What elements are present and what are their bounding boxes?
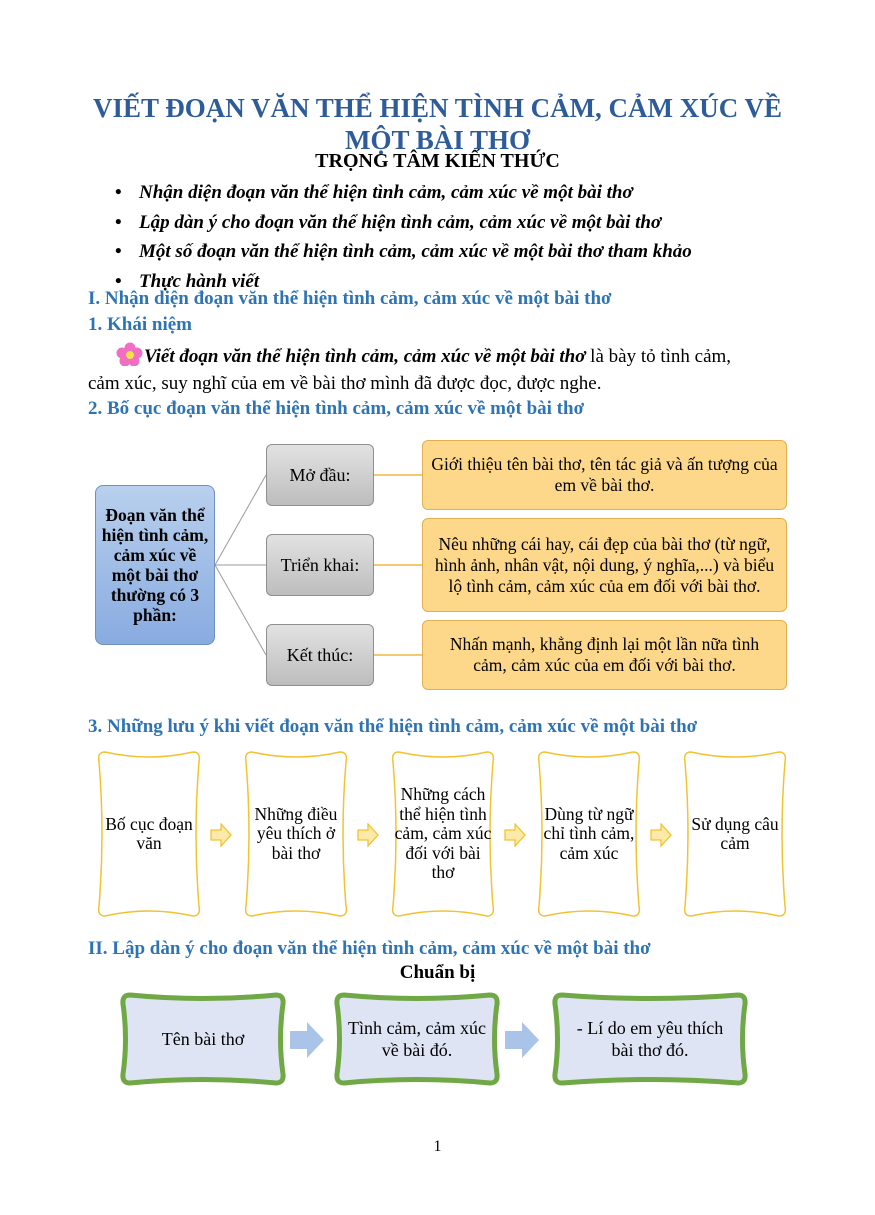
- part-desc-conclusion: Nhấn mạnh, khẳng định lại một lần nữa tình cảm, cảm xúc của em đối với bài thơ.: [422, 620, 787, 690]
- subsection-2-heading: 2. Bố cục đoạn văn thể hiện tình cảm, cảm xúc về một bài thơ: [88, 398, 585, 419]
- note-text: Những cách thể hiện tình cảm, cảm xúc đối với bài thơ: [394, 784, 492, 883]
- note-card: [242, 748, 350, 920]
- arrow-right-icon: [650, 823, 672, 847]
- subsection-3-heading: 3. Những lưu ý khi viết đoạn văn thể hiện tình cảm, cảm xúc về một bài thơ: [88, 716, 698, 737]
- arrow-right-icon: [505, 1022, 539, 1058]
- note-text: Sử dụng câu cảm: [691, 813, 779, 853]
- note-card: [389, 748, 497, 920]
- list-item: • Nhận diện đoạn văn thể hiện tình cảm, cảm xúc về một bài thơ: [115, 178, 692, 208]
- note-card: [95, 748, 203, 920]
- arrow-right-icon: [290, 1022, 324, 1058]
- subsection-1-heading: 1. Khái niệm: [88, 314, 192, 335]
- prep-step-text: - Lí do em yêu thích bài thơ đó.: [576, 1018, 724, 1060]
- part-desc-body: Nêu những cái hay, cái đẹp của bài thơ (từ ngữ, hình ảnh, nhân vật, nội dung, ý nghĩa,...) và biểu lộ tình cảm, cảm xúc của em đối với bài thơ.: [422, 518, 787, 612]
- arrow-right-icon: [357, 823, 379, 847]
- diagram-root-box: Đoạn văn thể hiện tình cảm, cảm xúc về một bài thơ thường có 3 phần:: [95, 485, 215, 645]
- definition-line-2: cảm xúc, suy nghĩ của em về bài thơ mình đã được đọc, được nghe.: [88, 373, 602, 394]
- prep-title: Chuẩn bị: [399, 962, 476, 983]
- section-1-heading: I. Nhận diện đoạn văn thể hiện tình cảm, cảm xúc về một bài thơ: [88, 288, 612, 309]
- prep-step-box: [118, 990, 288, 1088]
- part-label-body: Triển khai:: [266, 534, 374, 596]
- list-item: • Thực hành viết: [115, 267, 692, 297]
- list-item: • Một số đoạn văn thể hiện tình cảm, cảm xúc về một bài thơ tham khảo: [115, 237, 692, 267]
- arrow-right-icon: [504, 823, 526, 847]
- prep-step-box: [550, 990, 750, 1088]
- prep-step-box: [332, 990, 502, 1088]
- note-text: Bố cục đoạn văn: [105, 813, 193, 853]
- page-title: VIẾT ĐOẠN VĂN THỂ HIỆN TÌNH CẢM, CẢM XÚC VỀ MỘT BÀI THƠ: [92, 93, 783, 155]
- part-label-conclusion: Kết thúc:: [266, 624, 374, 686]
- prep-step-text: Tình cảm, cảm xúc về bài đó.: [348, 1018, 486, 1060]
- note-card: [681, 748, 789, 920]
- part-label-intro: Mở đầu:: [266, 444, 374, 506]
- note-card: [535, 748, 643, 920]
- page-number: 1: [433, 1138, 442, 1155]
- definition-rest: là bày tỏ tình cảm,: [585, 346, 732, 367]
- note-text: Dùng từ ngữ chỉ tình cảm, cảm xúc: [543, 803, 635, 863]
- arrow-right-icon: [210, 823, 232, 847]
- prep-step-text: Tên bài thơ: [161, 1029, 245, 1049]
- definition-term: Viết đoạn văn thể hiện tình cảm, cảm xúc về một bài thơ: [144, 346, 586, 367]
- list-item: • Lập dàn ý cho đoạn văn thể hiện tình cảm, cảm xúc về một bài thơ: [115, 208, 692, 238]
- section-2-heading: II. Lập dàn ý cho đoạn văn thể hiện tình cảm, cảm xúc về một bài thơ: [88, 938, 651, 959]
- part-desc-intro: Giới thiệu tên bài thơ, tên tác giả và ấn tượng của em về bài thơ.: [422, 440, 787, 510]
- page-subtitle: TRỌNG TÂM KIẾN THỨC: [315, 150, 560, 172]
- note-text: Những điều yêu thích ở bài thơ: [254, 803, 338, 863]
